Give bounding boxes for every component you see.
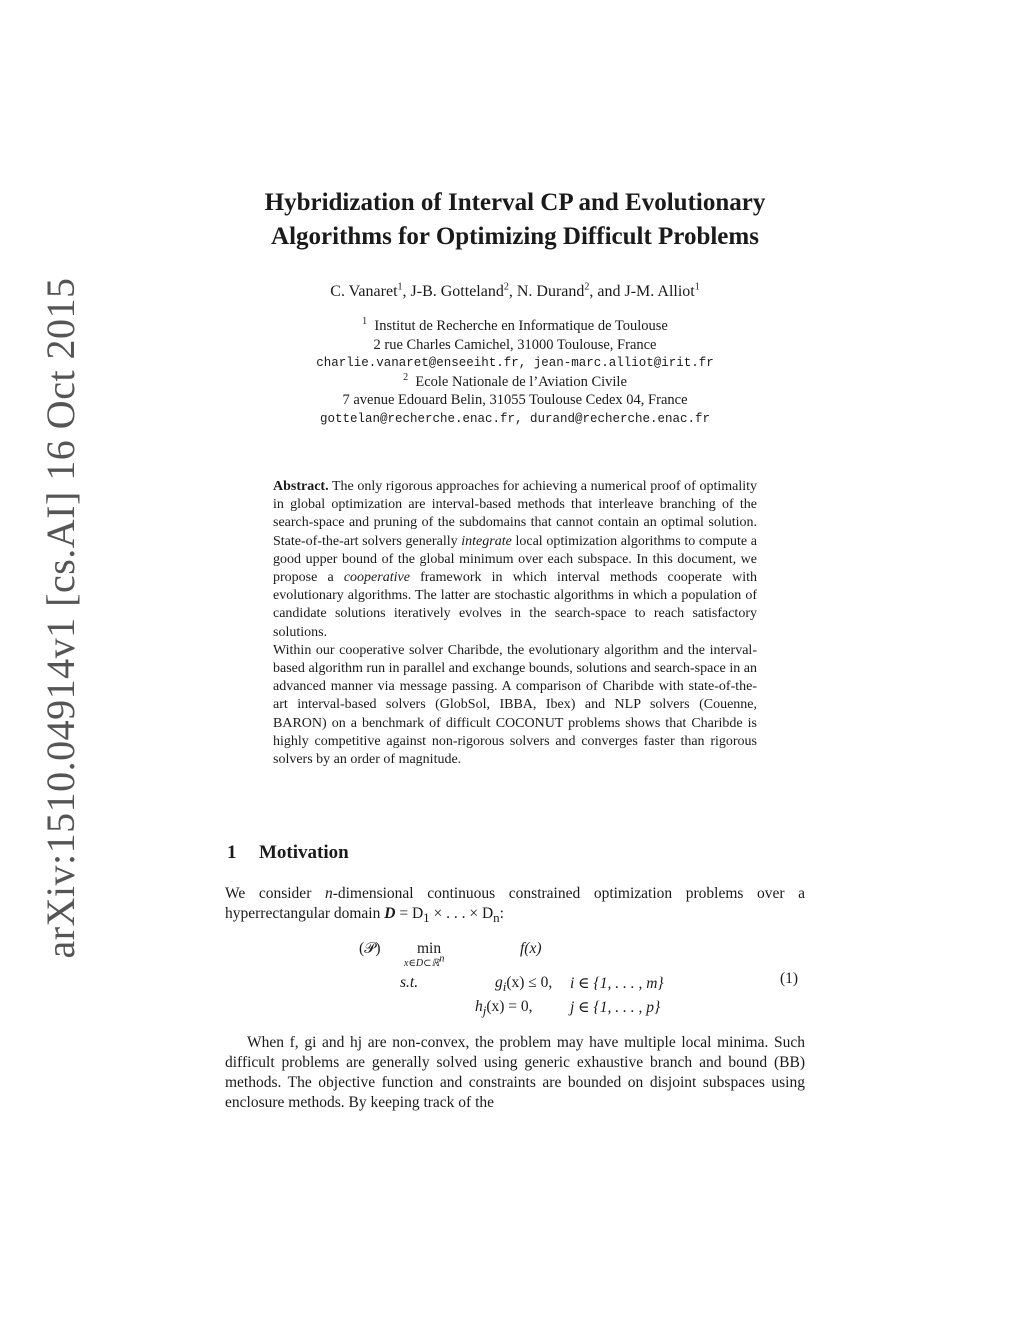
- abstract-emphasis: cooperative: [343, 570, 410, 586]
- author-1-mark: 1: [397, 281, 403, 293]
- g-sub: i: [502, 979, 507, 995]
- section-heading: [227, 842, 349, 864]
- affiliation-2-address: 7 avenue Edouard Belin, 31055 Toulouse Cedex 04, France: [342, 392, 688, 408]
- problem-label: (𝒫): [359, 940, 381, 957]
- author-list: [170, 283, 860, 301]
- math-domain: D: [384, 905, 396, 922]
- math-text: :: [499, 905, 504, 922]
- subject-to: s.t.: [400, 974, 419, 991]
- paragraph-2: When f, gi and hj are non-convex, the problem may have multiple local minima. Such difficult problems are generally solved using generic exhaustive branch and bound (BB) methods. The objective function and constraints are bounded on disjoint subspaces using enclosure methods. By keeping track of the: [225, 1034, 805, 1111]
- affiliations: [170, 317, 860, 428]
- abstract-text: The only rigorous approaches for achieving a numerical proof of optimality in global optimization are interval-based methods that interleave branching of the search-space and pruning of the subdomains that cannot contain an optimal solution. State-of-the-art solvers generally: [273, 479, 757, 549]
- affiliation-1-name: [170, 317, 860, 336]
- equation-1: [355, 938, 810, 1024]
- author-4-mark: 1: [694, 281, 700, 293]
- author-sep: , and: [589, 283, 625, 300]
- author-3: N. Durand: [516, 283, 585, 300]
- abstract-label: Abstract.: [273, 479, 329, 494]
- intro-paragraph: [225, 884, 805, 928]
- author-sep: ,: [402, 283, 411, 300]
- author-4: J-M. Alliot: [624, 283, 695, 300]
- author-2: J-B. Gotteland: [410, 283, 504, 300]
- math-text: × . . . × D: [429, 905, 494, 922]
- affiliation-1-mark: 1: [362, 316, 368, 328]
- equality-domain: j ∈ {1, . . . , p}: [570, 999, 661, 1016]
- abstract-text: local optimization algorithms to compute a good upper bound of the global minimum over each subspace. In this document, we propose a: [273, 533, 757, 586]
- h-sub: j: [482, 1003, 487, 1019]
- affiliation-2-inst: Ecole Nationale de l’Aviation Civile: [415, 373, 627, 390]
- math-sub: 1: [423, 910, 430, 926]
- inequality-constraint: [495, 974, 552, 995]
- section-title: Motivation: [259, 842, 349, 863]
- min-subscript-text: x∈D⊂ℝ: [404, 958, 440, 969]
- math-n: n: [324, 885, 333, 902]
- h-rest: (x) = 0,: [486, 998, 533, 1015]
- abstract-emphasis: integrate: [461, 533, 512, 549]
- math-text: = D: [395, 905, 424, 922]
- arxiv-stamp-container: [28, 277, 92, 959]
- min-operator: min: [417, 940, 442, 957]
- g-symbol: g: [495, 974, 503, 991]
- affiliation-2-name: [170, 373, 860, 392]
- title-line-2: Algorithms for Optimizing Difficult Problems: [271, 223, 759, 250]
- affiliation-1-emails[interactable]: charlie.vanaret@enseeiht.fr, jean-marc.alliot@irit.fr: [316, 356, 714, 370]
- min-subscript: [404, 953, 445, 969]
- math-sub: n: [493, 910, 500, 926]
- section-number: 1: [227, 842, 237, 863]
- abstract-paragraph-2: Within our cooperative solver Charibde, the evolutionary algorithm and the interval-based algorithm run in parallel and exchange bounds, solutions and search-space in an advanced manner via message passing. A comparison of Charibde with state-of-the-art interval-based solvers (GlobSol, IBBA, Ibex) and NLP solvers (Couenne, BARON) on a benchmark of difficult COCONUT problems shows that Charibde is highly competitive against non-rigorous solvers and converges faster than rigorous solvers by an order of magnitude.: [273, 642, 757, 768]
- intro-text: We consider: [225, 885, 325, 902]
- author-sep: ,: [508, 283, 517, 300]
- min-subscript-exp: n: [439, 953, 445, 965]
- equation-number: (1): [780, 970, 799, 987]
- author-1: C. Vanaret: [330, 283, 398, 300]
- author-3-mark: 2: [584, 281, 590, 293]
- abstract-text: framework in which interval methods cooperate with evolutionary algorithms. The latter are stochastic algorithms in which a population of candidate solutions iteratively evolves in the search-space to reach satisfactory solutions.: [273, 570, 757, 640]
- h-symbol: h: [475, 998, 483, 1015]
- paper-title: [170, 186, 860, 254]
- author-2-mark: 2: [503, 281, 509, 293]
- abstract: [273, 478, 757, 769]
- arxiv-stamp: arXiv:1510.04914v1 [cs.AI] 16 Oct 2015: [37, 277, 83, 959]
- affiliation-1-inst: Institut de Recherche en Informatique de Toulouse: [374, 318, 668, 334]
- objective: f(x): [520, 940, 542, 957]
- inequality-domain: i ∈ {1, . . . , m}: [570, 975, 664, 992]
- abstract-paragraph-1: [273, 478, 757, 642]
- affiliation-2-mark: 2: [403, 371, 409, 383]
- affiliation-2-emails[interactable]: gottelan@recherche.enac.fr, durand@recherche.enac.fr: [319, 411, 711, 426]
- intro-text: -dimensional continuous constrained optimization problems over a hyperrectangular domain: [225, 885, 805, 922]
- g-rest: (x) ≤ 0,: [506, 974, 553, 991]
- title-line-1: Hybridization of Interval CP and Evolutionary: [264, 189, 766, 216]
- affiliation-1-address: 2 rue Charles Camichel, 31000 Toulouse, France: [373, 336, 657, 353]
- equality-constraint: [475, 998, 533, 1019]
